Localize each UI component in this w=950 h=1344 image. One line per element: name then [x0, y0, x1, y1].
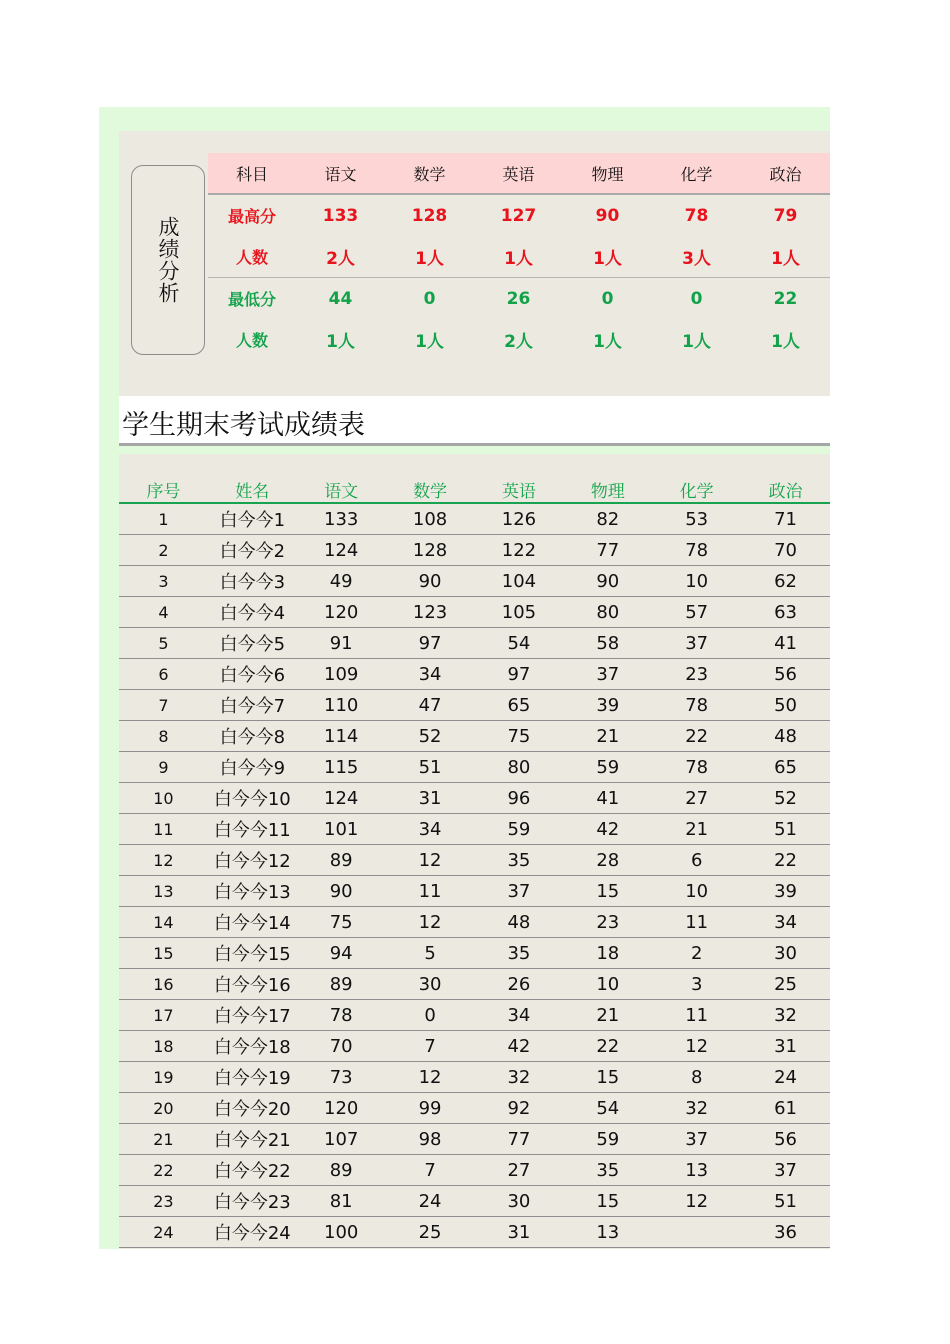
- chemistry-score-cell: 11: [685, 911, 709, 933]
- analysis-header-cell: 政治: [769, 164, 802, 184]
- student-name-cell: 白今今16: [213, 975, 291, 996]
- row-number-cell: 18: [153, 1036, 174, 1056]
- chinese-score-cell: 75: [329, 911, 353, 933]
- physics-score-cell: 58: [596, 632, 620, 654]
- row-number-cell: 12: [153, 850, 174, 870]
- politics-score-cell: 24: [774, 1066, 798, 1088]
- english-score-cell: 126: [501, 508, 537, 530]
- chemistry-score-cell: 37: [685, 632, 709, 654]
- analysis-max-row: [208, 195, 830, 236]
- table-row: [119, 535, 830, 566]
- physics-score-cell: 15: [596, 1190, 620, 1212]
- politics-score-cell: 51: [774, 1190, 798, 1212]
- physics-score-cell: 21: [596, 725, 620, 747]
- table-row: [119, 1217, 830, 1248]
- min-score-value: 0: [601, 288, 614, 309]
- english-score-cell: 122: [501, 539, 537, 561]
- student-name-cell: 白今今19: [213, 1068, 291, 1089]
- student-name-cell: 白今今2: [219, 541, 286, 562]
- politics-score-cell: 63: [774, 601, 798, 623]
- physics-score-cell: 21: [596, 1004, 620, 1026]
- english-score-cell: 77: [507, 1128, 531, 1150]
- math-score-cell: 97: [418, 632, 442, 654]
- chinese-score-cell: 114: [324, 725, 359, 747]
- physics-score-cell: 42: [596, 818, 620, 840]
- max-count-value: 1人: [771, 249, 800, 269]
- max-count-value: 3人: [682, 249, 711, 269]
- student-name-cell: 白今今15: [213, 944, 291, 965]
- chinese-score-cell: 91: [329, 632, 353, 654]
- english-score-cell: 75: [507, 725, 531, 747]
- math-score-cell: 7: [424, 1159, 436, 1181]
- analysis-header-cell: 科目: [235, 164, 268, 184]
- math-score-cell: 7: [424, 1035, 436, 1057]
- table-row: [119, 1093, 830, 1124]
- table-row: [119, 597, 830, 628]
- row-number-cell: 4: [158, 602, 169, 622]
- row-number-cell: 3: [158, 571, 169, 591]
- chinese-score-cell: 120: [324, 601, 359, 623]
- analysis-min-count-row: [208, 319, 830, 360]
- english-score-cell: 104: [501, 570, 537, 592]
- student-name-cell: 白今今21: [213, 1130, 291, 1151]
- table-title: 学生期末考试成绩表: [122, 410, 365, 441]
- chinese-score-cell: 89: [329, 849, 353, 871]
- analysis-header-cell: 英语: [502, 164, 535, 184]
- math-score-cell: 24: [418, 1190, 442, 1212]
- chinese-score-cell: 94: [329, 942, 353, 964]
- chinese-score-cell: 78: [329, 1004, 353, 1026]
- chemistry-score-cell: 10: [685, 570, 709, 592]
- english-score-cell: 54: [507, 632, 531, 654]
- chemistry-score-cell: 12: [685, 1190, 709, 1212]
- politics-score-cell: 30: [774, 942, 798, 964]
- analysis-header-cell: 物理: [591, 164, 624, 184]
- column-header: 物理: [590, 482, 625, 502]
- table-row: [119, 783, 830, 814]
- chemistry-score-cell: 27: [685, 787, 709, 809]
- table-row: [119, 907, 830, 938]
- chemistry-score-cell: 78: [685, 694, 709, 716]
- analysis-header-cell: 数学: [413, 164, 446, 184]
- english-score-cell: 48: [507, 911, 531, 933]
- english-score-cell: 42: [507, 1035, 531, 1057]
- table-row: [119, 1062, 830, 1093]
- table-row: [119, 690, 830, 721]
- chinese-score-cell: 100: [324, 1221, 359, 1243]
- analysis-header-cell: 化学: [680, 164, 713, 184]
- table-row: [119, 845, 830, 876]
- min-count-value: 2人: [504, 332, 533, 352]
- chemistry-score-cell: 2: [690, 942, 703, 964]
- row-number-cell: 2: [158, 540, 169, 560]
- min-count-value: 1人: [326, 332, 355, 352]
- chinese-score-cell: 115: [324, 756, 359, 778]
- chemistry-score-cell: 3: [690, 973, 703, 995]
- chinese-score-cell: 89: [329, 973, 353, 995]
- row-number-cell: 8: [158, 726, 169, 746]
- chemistry-score-cell: 21: [685, 818, 709, 840]
- physics-score-cell: 54: [596, 1097, 620, 1119]
- student-name-cell: 白今今1: [219, 510, 286, 531]
- physics-score-cell: 35: [596, 1159, 620, 1181]
- math-score-cell: 30: [418, 973, 442, 995]
- row-number-cell: 23: [153, 1191, 174, 1211]
- row-number-cell: 9: [158, 757, 169, 777]
- math-score-cell: 90: [418, 570, 442, 592]
- student-name-cell: 白今今22: [213, 1161, 291, 1182]
- english-score-cell: 30: [507, 1190, 531, 1212]
- math-score-cell: 123: [412, 601, 448, 623]
- max-count-value: 1人: [415, 249, 444, 269]
- math-score-cell: 47: [418, 694, 442, 716]
- analysis-header-cell: 语文: [324, 164, 357, 184]
- min-score-value: 44: [328, 288, 353, 309]
- table-row: [119, 721, 830, 752]
- english-score-cell: 80: [507, 756, 531, 778]
- row-number-cell: 11: [153, 819, 174, 839]
- politics-score-cell: 41: [774, 632, 798, 654]
- table-title-band: [119, 396, 830, 446]
- table-row: [119, 1155, 830, 1186]
- student-name-cell: 白今今12: [213, 851, 291, 872]
- max-score-value: 133: [322, 205, 359, 226]
- min-count-value: 1人: [415, 332, 444, 352]
- english-score-cell: 105: [501, 601, 537, 623]
- politics-score-cell: 36: [774, 1221, 798, 1243]
- english-score-cell: 65: [507, 694, 531, 716]
- min-score-value: 0: [690, 288, 703, 309]
- max-score-value: 90: [595, 205, 620, 226]
- chemistry-score-cell: 57: [685, 601, 709, 623]
- min-count-label: 人数: [235, 331, 268, 350]
- table-row: [119, 1000, 830, 1031]
- table-header-row: [119, 480, 830, 504]
- politics-score-cell: 48: [774, 725, 798, 747]
- column-header: 序号: [146, 482, 181, 502]
- chemistry-score-cell: 23: [685, 663, 709, 685]
- politics-score-cell: 31: [774, 1035, 798, 1057]
- politics-score-cell: 22: [774, 849, 798, 871]
- physics-score-cell: 82: [596, 508, 620, 530]
- politics-score-cell: 65: [774, 756, 798, 778]
- student-name-cell: 白今今7: [219, 696, 286, 717]
- physics-score-cell: 59: [596, 1128, 620, 1150]
- politics-score-cell: 39: [774, 880, 798, 902]
- math-score-cell: 51: [418, 756, 442, 778]
- chinese-score-cell: 133: [324, 508, 359, 530]
- math-score-cell: 12: [418, 849, 442, 871]
- math-score-cell: 128: [412, 539, 448, 561]
- math-score-cell: 99: [418, 1097, 442, 1119]
- analysis-header-row: [208, 153, 830, 195]
- english-score-cell: 26: [507, 973, 531, 995]
- math-score-cell: 0: [424, 1004, 436, 1026]
- chinese-score-cell: 107: [324, 1128, 359, 1150]
- chemistry-score-cell: 78: [685, 756, 709, 778]
- row-number-cell: 10: [153, 788, 174, 808]
- physics-score-cell: 15: [596, 880, 620, 902]
- table-row: [119, 938, 830, 969]
- chemistry-score-cell: 78: [685, 539, 709, 561]
- column-header: 姓名: [235, 482, 270, 502]
- max-count-value: 2人: [326, 249, 355, 269]
- math-score-cell: 11: [418, 880, 442, 902]
- english-score-cell: 27: [507, 1159, 531, 1181]
- score-analysis-badge-label: 成绩分析: [156, 216, 180, 304]
- analysis-min-row: [208, 278, 830, 319]
- english-score-cell: 31: [507, 1221, 531, 1243]
- politics-score-cell: 56: [774, 663, 798, 685]
- chemistry-score-cell: 32: [685, 1097, 709, 1119]
- row-number-cell: 13: [153, 881, 174, 901]
- chinese-score-cell: 109: [324, 663, 359, 685]
- student-name-cell: 白今今4: [219, 603, 286, 624]
- math-score-cell: 31: [418, 787, 442, 809]
- table-row: [119, 876, 830, 907]
- chinese-score-cell: 70: [329, 1035, 353, 1057]
- student-name-cell: 白今今5: [219, 634, 286, 655]
- politics-score-cell: 25: [774, 973, 798, 995]
- chemistry-score-cell: 13: [685, 1159, 709, 1181]
- min-count-value: 1人: [682, 332, 711, 352]
- score-analysis-grid: [208, 153, 830, 360]
- max-count-label: 人数: [235, 248, 268, 267]
- chemistry-score-cell: 12: [685, 1035, 709, 1057]
- max-score-value: 78: [684, 205, 709, 226]
- max-score-value: 79: [773, 205, 798, 226]
- row-number-cell: 17: [153, 1005, 174, 1025]
- max-score-value: 127: [500, 205, 537, 226]
- politics-score-cell: 34: [774, 911, 798, 933]
- table-row: [119, 566, 830, 597]
- math-score-cell: 34: [418, 663, 442, 685]
- max-score-value: 128: [411, 205, 448, 226]
- max-count-value: 1人: [504, 249, 533, 269]
- row-number-cell: 19: [153, 1067, 174, 1087]
- math-score-cell: 52: [418, 725, 442, 747]
- table-row: [119, 814, 830, 845]
- physics-score-cell: 80: [596, 601, 620, 623]
- chinese-score-cell: 110: [324, 694, 359, 716]
- physics-score-cell: 18: [596, 942, 620, 964]
- table-row: [119, 1186, 830, 1217]
- math-score-cell: 108: [412, 508, 448, 530]
- chemistry-score-cell: 22: [685, 725, 709, 747]
- table-row: [119, 628, 830, 659]
- chemistry-score-cell: 53: [685, 508, 709, 530]
- column-header: 英语: [501, 482, 536, 502]
- politics-score-cell: 37: [774, 1159, 798, 1181]
- math-score-cell: 5: [424, 942, 436, 964]
- row-number-cell: 5: [158, 633, 169, 653]
- chemistry-score-cell: 11: [685, 1004, 709, 1026]
- politics-score-cell: 51: [774, 818, 798, 840]
- physics-score-cell: 37: [596, 663, 620, 685]
- physics-score-cell: 13: [596, 1221, 620, 1243]
- table-row: [119, 1124, 830, 1155]
- table-row: [119, 752, 830, 783]
- row-number-cell: 24: [153, 1222, 174, 1242]
- chinese-score-cell: 73: [329, 1066, 353, 1088]
- math-score-cell: 12: [418, 911, 442, 933]
- politics-score-cell: 56: [774, 1128, 798, 1150]
- score-table: [119, 480, 830, 1248]
- min-score-label: 最低分: [227, 290, 276, 309]
- student-name-cell: 白今今13: [213, 882, 291, 903]
- english-score-cell: 34: [507, 1004, 531, 1026]
- physics-score-cell: 59: [596, 756, 620, 778]
- table-row: [119, 969, 830, 1000]
- min-count-value: 1人: [771, 332, 800, 352]
- min-score-value: 0: [423, 288, 436, 309]
- student-name-cell: 白今今24: [213, 1223, 291, 1244]
- math-score-cell: 98: [418, 1128, 442, 1150]
- chinese-score-cell: 81: [329, 1190, 353, 1212]
- table-row: [119, 1031, 830, 1062]
- english-score-cell: 96: [507, 787, 531, 809]
- chinese-score-cell: 124: [324, 787, 359, 809]
- english-score-cell: 32: [507, 1066, 531, 1088]
- math-score-cell: 34: [418, 818, 442, 840]
- english-score-cell: 35: [507, 849, 531, 871]
- score-analysis-badge: [131, 165, 205, 355]
- chinese-score-cell: 89: [329, 1159, 353, 1181]
- chinese-score-cell: 124: [324, 539, 359, 561]
- chinese-score-cell: 120: [324, 1097, 359, 1119]
- row-number-cell: 6: [158, 664, 169, 684]
- analysis-max-count-row: [208, 236, 830, 278]
- column-header: 语文: [324, 482, 359, 502]
- max-count-value: 1人: [593, 249, 622, 269]
- student-name-cell: 白今今11: [213, 820, 291, 841]
- column-header: 政治: [768, 482, 803, 502]
- row-number-cell: 14: [153, 912, 174, 932]
- row-number-cell: 22: [153, 1160, 174, 1180]
- row-number-cell: 21: [153, 1129, 174, 1149]
- chemistry-score-cell: 8: [690, 1066, 703, 1088]
- physics-score-cell: 15: [596, 1066, 620, 1088]
- english-score-cell: 59: [507, 818, 531, 840]
- physics-score-cell: 22: [596, 1035, 620, 1057]
- student-name-cell: 白今今6: [219, 665, 286, 686]
- chinese-score-cell: 49: [329, 570, 353, 592]
- min-count-value: 1人: [593, 332, 622, 352]
- max-score-label: 最高分: [227, 207, 276, 226]
- row-number-cell: 16: [153, 974, 174, 994]
- student-name-cell: 白今今9: [219, 758, 286, 779]
- physics-score-cell: 10: [596, 973, 620, 995]
- row-number-cell: 20: [153, 1098, 174, 1118]
- physics-score-cell: 28: [596, 849, 620, 871]
- politics-score-cell: 61: [774, 1097, 798, 1119]
- row-number-cell: 15: [153, 943, 174, 963]
- table-row: [119, 659, 830, 690]
- math-score-cell: 12: [418, 1066, 442, 1088]
- english-score-cell: 97: [507, 663, 531, 685]
- chinese-score-cell: 101: [324, 818, 359, 840]
- math-score-cell: 25: [418, 1221, 442, 1243]
- physics-score-cell: 77: [596, 539, 620, 561]
- politics-score-cell: 32: [774, 1004, 798, 1026]
- student-name-cell: 白今今10: [213, 789, 291, 810]
- column-header: 数学: [413, 482, 448, 502]
- politics-score-cell: 70: [774, 539, 798, 561]
- min-score-value: 22: [773, 288, 798, 309]
- politics-score-cell: 50: [774, 694, 798, 716]
- table-row: [119, 504, 830, 535]
- row-number-cell: 7: [158, 695, 169, 715]
- student-name-cell: 白今今3: [219, 572, 286, 593]
- english-score-cell: 37: [507, 880, 531, 902]
- politics-score-cell: 52: [774, 787, 798, 809]
- student-name-cell: 白今今14: [213, 913, 291, 934]
- min-score-value: 26: [506, 288, 531, 309]
- column-header: 化学: [679, 482, 714, 502]
- student-name-cell: 白今今23: [213, 1192, 291, 1213]
- student-name-cell: 白今今8: [219, 727, 286, 748]
- politics-score-cell: 71: [774, 508, 798, 530]
- physics-score-cell: 90: [596, 570, 620, 592]
- student-name-cell: 白今今20: [213, 1099, 291, 1120]
- physics-score-cell: 39: [596, 694, 620, 716]
- politics-score-cell: 62: [774, 570, 798, 592]
- student-name-cell: 白今今17: [213, 1006, 291, 1027]
- english-score-cell: 92: [507, 1097, 531, 1119]
- chemistry-score-cell: 10: [685, 880, 709, 902]
- student-name-cell: 白今今18: [213, 1037, 291, 1058]
- chinese-score-cell: 90: [329, 880, 353, 902]
- row-number-cell: 1: [158, 509, 169, 529]
- chemistry-score-cell: 6: [690, 849, 703, 871]
- english-score-cell: 35: [507, 942, 531, 964]
- physics-score-cell: 23: [596, 911, 620, 933]
- chemistry-score-cell: 37: [685, 1128, 709, 1150]
- physics-score-cell: 41: [596, 787, 620, 809]
